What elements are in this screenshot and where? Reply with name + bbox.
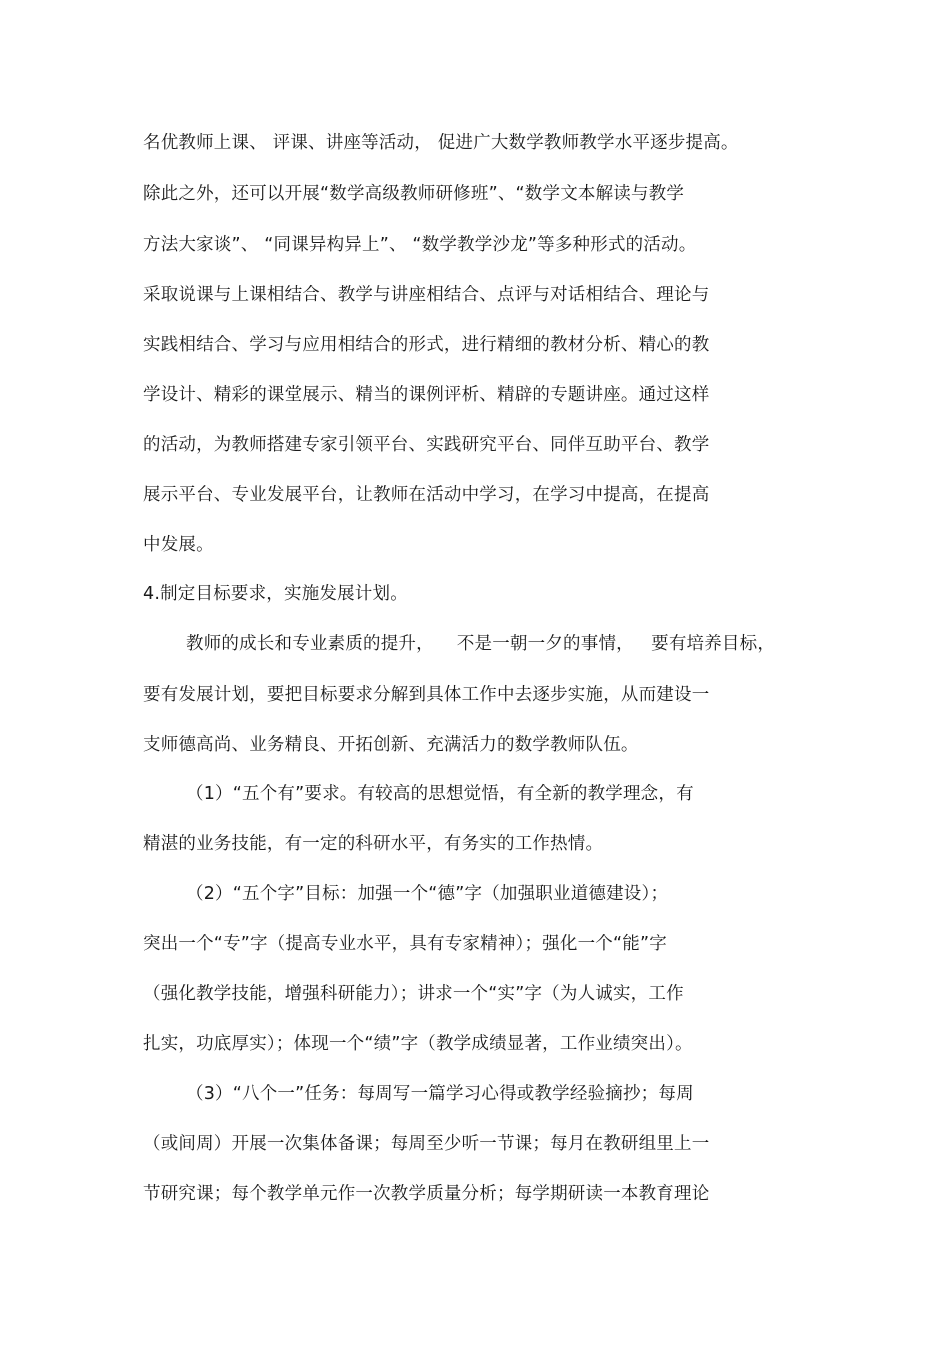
list-item-heading: （1）“五个有”要求。有较高的思想觉悟，有全新的教学理念，有 — [186, 784, 694, 804]
text-line: （强化教学技能，增强科研能力）；讲求一个“实”字（为人诚实，工作 — [143, 984, 684, 1004]
text-line: 突出一个“专”字（提高专业水平，具有专家精神）；强化一个“能”字 — [143, 934, 667, 954]
text-line: 节研究课；每个教学单元作一次教学质量分析；每学期研读一本教育理论 — [143, 1184, 710, 1204]
text-line: 实践相结合、学习与应用相结合的形式，进行精细的教材分析、精心的教 — [143, 335, 710, 355]
text-line: 展示平台、专业发展平台，让教师在活动中学习，在学习中提高，在提高 — [143, 485, 710, 505]
text-line: 支师德高尚、业务精良、开拓创新、充满活力的数学教师队伍。 — [143, 735, 639, 755]
text-line: 要有发展计划，要把目标要求分解到具体工作中去逐步实施，从而建设一 — [143, 685, 710, 705]
text-line: 的活动，为教师搭建专家引领平台、实践研究平台、同伴互助平台、教学 — [143, 435, 710, 455]
section-heading: 4.制定目标要求，实施发展计划。 — [143, 584, 408, 604]
text-line: 除此之外，还可以开展“数学高级教师研修班”、“数学文本解读与教学 — [143, 184, 685, 204]
text-line: 中发展。 — [143, 535, 214, 555]
text-line: 方法大家谈”、 “同课异构异上”、 “数学教学沙龙”等多种形式的活动。 — [143, 235, 697, 255]
list-item-heading: （3）“八个一”任务：每周写一篇学习心得或教学经验摘抄；每周 — [186, 1084, 694, 1104]
list-item-heading: （2）“五个字”目标：加强一个“德”字（加强职业道德建设）； — [186, 884, 669, 904]
text-line: （或间周）开展一次集体备课；每周至少听一节课；每月在教研组里上一 — [143, 1134, 710, 1154]
text-line: 精湛的业务技能，有一定的科研水平，有务实的工作热情。 — [143, 834, 604, 854]
text-line: 学设计、精彩的课堂展示、精当的课例评析、精辟的专题讲座。通过这样 — [143, 385, 710, 405]
text-line: 教师的成长和专业素质的提升， 不是一朝一夕的事情， 要有培养目标， — [186, 634, 776, 654]
text-line: 名优教师上课、 评课、讲座等活动， 促进广大数学教师教学水平逐步提高。 — [143, 133, 739, 153]
text-line: 扎实，功底厚实）；体现一个“绩”字（教学成绩显著，工作业绩突出）。 — [143, 1034, 693, 1054]
text-line: 采取说课与上课相结合、教学与讲座相结合、点评与对话相结合、理论与 — [143, 285, 710, 305]
